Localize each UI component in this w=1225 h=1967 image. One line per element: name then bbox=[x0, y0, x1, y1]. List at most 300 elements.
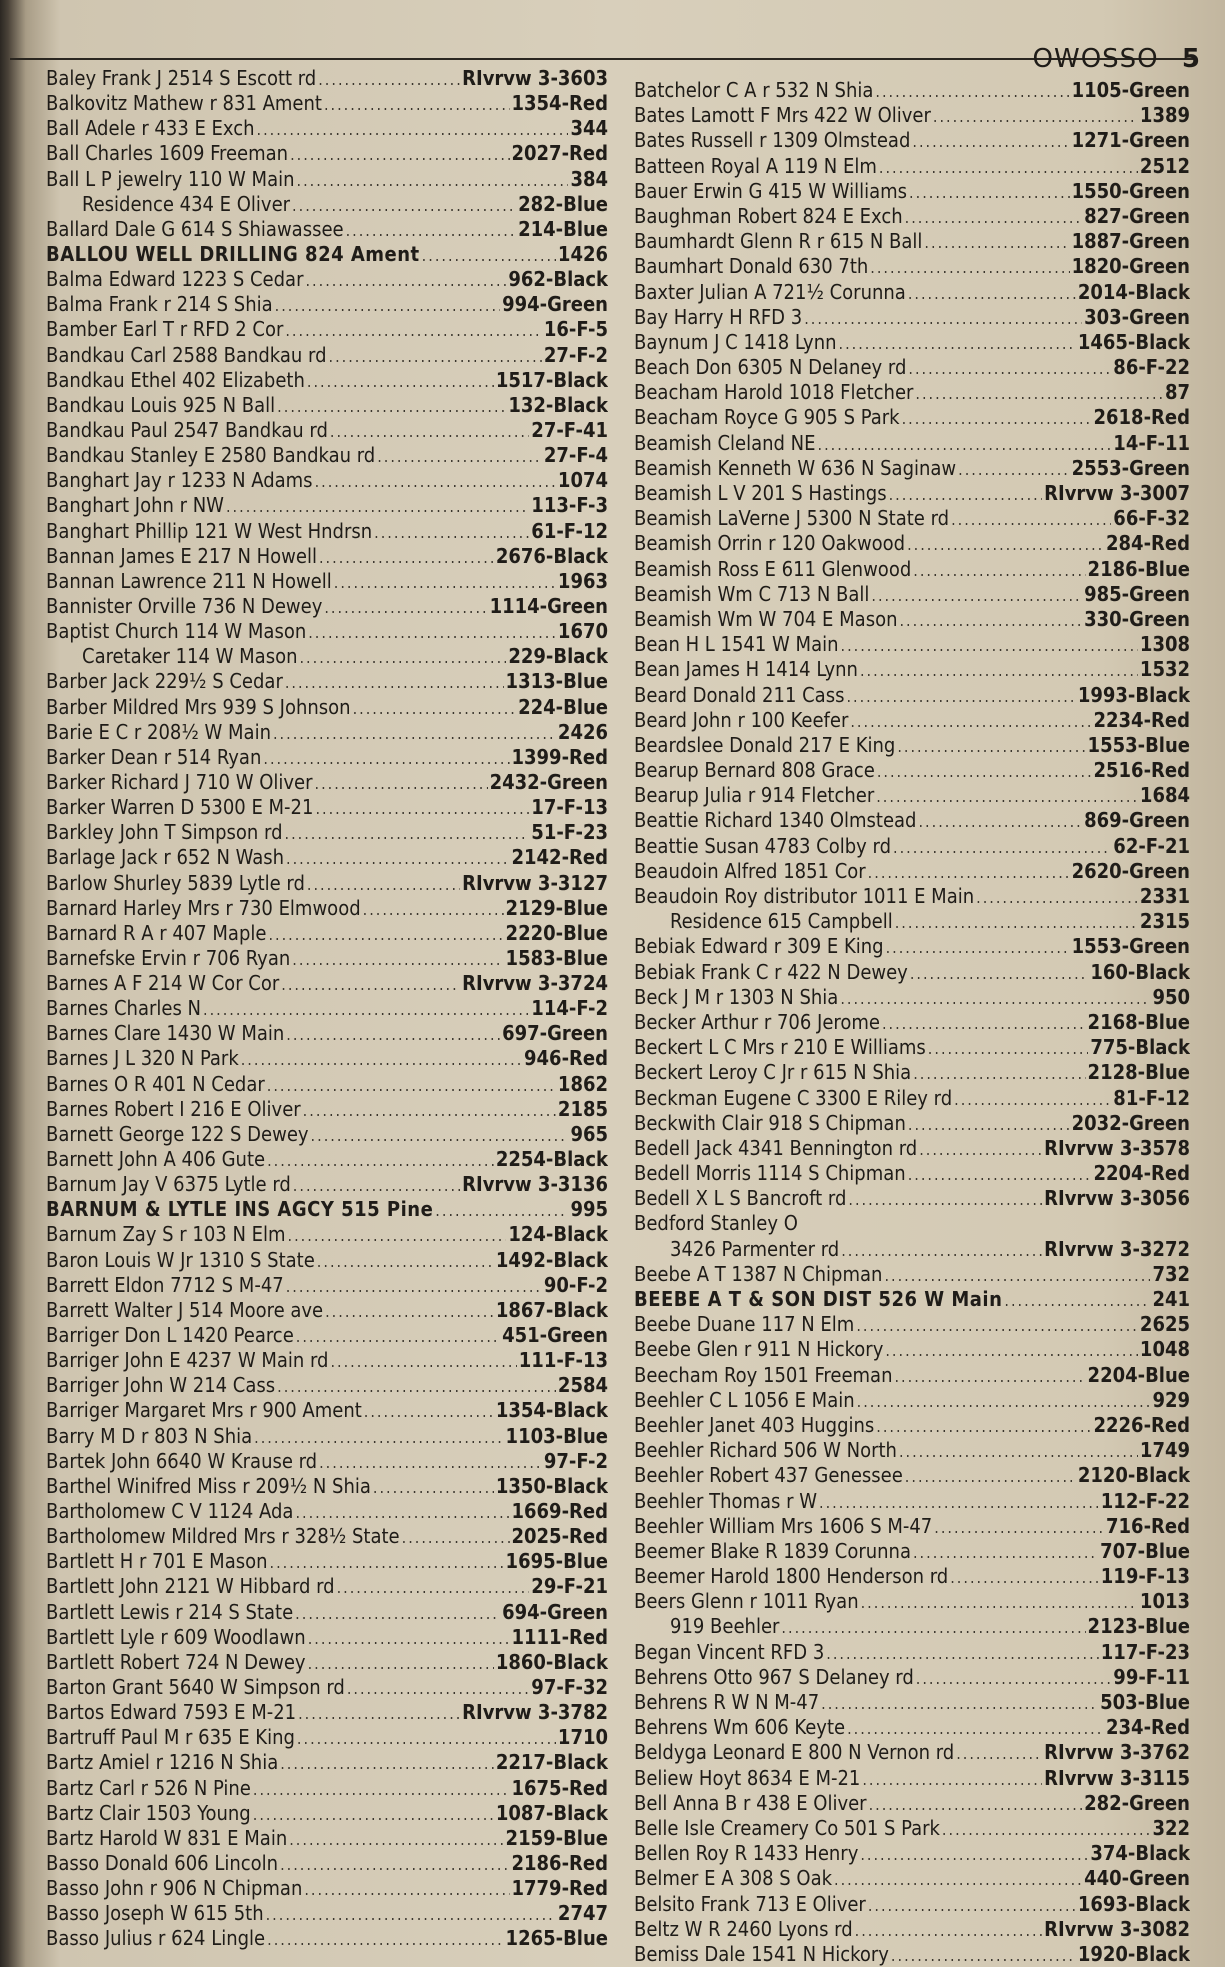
listing-name: Barton Grant 5640 W Simpson rd bbox=[46, 1675, 345, 1699]
listing-phone: 1583-Blue bbox=[505, 945, 608, 970]
leader-dots bbox=[308, 1651, 494, 1675]
listing-name: Barlow Shurley 5839 Lytle rd bbox=[46, 870, 305, 895]
listing-phone: 2625 bbox=[1139, 1312, 1190, 1337]
listing-name: Belle Isle Creamery Co 501 S Park bbox=[634, 1815, 940, 1840]
leader-dots bbox=[315, 796, 529, 820]
listing-name: Beldyga Leonard E 800 N Vernon rd bbox=[634, 1740, 955, 1765]
listing-name: Baumhardt Glenn R r 615 N Ball bbox=[634, 229, 923, 254]
listing-name: Beamish Orrin r 120 Oakwood bbox=[634, 531, 906, 556]
listing-entry bbox=[46, 1298, 608, 1323]
leader-dots bbox=[315, 771, 488, 795]
listing-entry bbox=[634, 229, 1190, 254]
listing-name: Bellen Roy R 1433 Henry bbox=[634, 1841, 859, 1866]
listing-entry bbox=[46, 66, 608, 91]
listing-phone: 503-Blue bbox=[1100, 1690, 1190, 1714]
leader-dots bbox=[857, 1389, 1151, 1413]
listing-phone: 374-Black bbox=[1090, 1841, 1190, 1866]
listing-entry bbox=[46, 443, 608, 468]
listing-phone: 2217-Black bbox=[495, 1750, 608, 1775]
listing-entry bbox=[634, 1816, 1190, 1841]
listing-name: Bedell Morris 1114 S Chipman bbox=[634, 1161, 906, 1186]
listing-phone: 1354-Black bbox=[495, 1398, 608, 1423]
listing-phone: 1111-Red bbox=[511, 1624, 608, 1649]
listing-phone: 2186-Blue bbox=[1087, 556, 1190, 581]
listing-name: Banghart Jay r 1233 N Adams bbox=[46, 468, 313, 493]
listing-name: Batchelor C A r 532 N Shia bbox=[634, 78, 874, 102]
listing-entry bbox=[46, 1449, 608, 1474]
leader-dots bbox=[330, 419, 529, 443]
leader-dots bbox=[363, 897, 504, 921]
listing-entry bbox=[46, 1499, 608, 1524]
listing-phone: 985-Green bbox=[1084, 581, 1190, 606]
listing-name: Barrett Eldon 7712 S M-47 bbox=[46, 1272, 284, 1297]
leader-dots bbox=[280, 1751, 494, 1775]
listing-name: BALLOU WELL DRILLING 824 Ament bbox=[46, 241, 420, 266]
listing-phone: 124-Black bbox=[508, 1222, 608, 1247]
listing-name: Bandkau Carl 2588 Bandkau rd bbox=[46, 342, 327, 367]
listing-name: Bartos Edward 7593 E M-21 bbox=[46, 1700, 297, 1725]
listing-name: Basso Julius r 624 Lingle bbox=[46, 1926, 266, 1951]
listing-entry bbox=[46, 1675, 608, 1700]
listing-entry bbox=[634, 305, 1190, 330]
listing-phone: RIvrvw 3-3056 bbox=[1044, 1186, 1190, 1211]
listing-entry bbox=[46, 569, 608, 594]
leader-dots bbox=[266, 1902, 556, 1926]
leader-dots bbox=[304, 1877, 509, 1901]
listing-entry bbox=[46, 1147, 608, 1172]
leader-dots bbox=[882, 1011, 1086, 1035]
listing-phone: 1695-Blue bbox=[505, 1549, 608, 1574]
listing-entry bbox=[634, 1287, 1190, 1312]
listing-phone: 2432-Green bbox=[489, 769, 608, 794]
listing-entry bbox=[46, 167, 608, 192]
listing-phone: 2123-Blue bbox=[1087, 1614, 1190, 1639]
leader-dots bbox=[377, 444, 542, 468]
leader-dots bbox=[293, 1173, 460, 1197]
listing-phone: 1389 bbox=[1139, 103, 1190, 128]
listing-name: Balma Edward 1223 S Cedar bbox=[46, 267, 304, 292]
listing-phone: 950 bbox=[1152, 984, 1190, 1009]
listing-phone: 2185 bbox=[557, 1096, 608, 1121]
leader-dots bbox=[899, 1439, 1138, 1463]
listing-phone: 1308 bbox=[1139, 632, 1190, 657]
listing-entry bbox=[634, 405, 1190, 430]
leader-dots bbox=[292, 193, 516, 217]
listing-entry bbox=[46, 1600, 608, 1625]
leader-dots bbox=[295, 1500, 509, 1524]
listing-entry bbox=[46, 1926, 608, 1951]
listing-entry bbox=[634, 1237, 1190, 1262]
listing-entry bbox=[46, 1524, 608, 1549]
listing-name: Bartlett Robert 724 N Dewey bbox=[46, 1649, 306, 1674]
listing-name: Barnes Robert I 216 E Oliver bbox=[46, 1096, 301, 1121]
listing-phone: 229-Black bbox=[508, 644, 608, 669]
listing-name: Beamish Wm C 713 N Ball bbox=[634, 581, 870, 606]
listing-phone: 234-Red bbox=[1106, 1715, 1190, 1740]
leader-dots bbox=[908, 281, 1076, 305]
leader-dots bbox=[297, 168, 569, 192]
listing-entry bbox=[46, 1876, 608, 1901]
listing-phone: 224-Blue bbox=[518, 694, 608, 719]
listing-name: Balma Frank r 214 S Shia bbox=[46, 292, 273, 317]
leader-dots bbox=[298, 1701, 460, 1725]
listing-phone: 1532 bbox=[1139, 657, 1190, 682]
listing-phone: RIvrvw 3-3578 bbox=[1044, 1135, 1190, 1160]
listing-name: Beach Don 6305 N Delaney rd bbox=[634, 355, 907, 380]
listing-name: Belmer E A 308 S Oak bbox=[634, 1866, 833, 1891]
listing-phone: 1114-Green bbox=[489, 593, 608, 618]
page-number: 5 bbox=[1181, 44, 1201, 74]
leader-dots bbox=[347, 1676, 529, 1700]
leader-dots bbox=[841, 633, 1138, 657]
leader-dots bbox=[958, 457, 1069, 481]
leader-dots bbox=[886, 935, 1070, 959]
listing-entry bbox=[46, 1574, 608, 1599]
listing-name: Beehler Thomas r W bbox=[634, 1488, 818, 1513]
listing-name: Behrens R W N M-47 bbox=[634, 1690, 820, 1714]
listing-entry bbox=[634, 456, 1190, 481]
listing-entry bbox=[634, 607, 1190, 632]
leader-dots bbox=[257, 117, 569, 141]
listing-name: Beehler Robert 437 Genessee bbox=[634, 1463, 903, 1488]
leader-dots bbox=[303, 1098, 556, 1122]
leader-dots bbox=[295, 1601, 500, 1625]
leader-dots bbox=[317, 1249, 494, 1273]
listing-entry bbox=[634, 758, 1190, 783]
leader-dots bbox=[919, 1137, 1042, 1161]
listing-entry bbox=[46, 695, 608, 720]
listing-name: Beehler Janet 403 Huggins bbox=[634, 1412, 875, 1437]
listing-entry bbox=[634, 330, 1190, 355]
left-column bbox=[46, 66, 608, 1952]
listing-phone: 2426 bbox=[557, 719, 608, 744]
listing-phone: 1313-Blue bbox=[505, 669, 608, 694]
listing-entry bbox=[634, 1740, 1190, 1765]
listing-entry bbox=[46, 1348, 608, 1373]
listing-name: Bandkau Paul 2547 Bandkau rd bbox=[46, 417, 328, 442]
listing-name: Barriger Margaret Mrs r 900 Ament bbox=[46, 1398, 362, 1423]
leader-dots bbox=[976, 885, 1138, 909]
listing-phone: 1867-Black bbox=[495, 1297, 608, 1322]
listing-name: Basso John r 906 N Chipman bbox=[46, 1876, 303, 1901]
listing-entry bbox=[634, 1614, 1190, 1639]
listing-name: Bates Lamott F Mrs 422 W Oliver bbox=[634, 103, 931, 128]
header-city: OWOSSO bbox=[1032, 44, 1159, 74]
leader-dots bbox=[850, 709, 1091, 733]
leader-dots bbox=[307, 369, 494, 393]
listing-phone: 2676-Black bbox=[495, 543, 608, 568]
listing-entry bbox=[46, 845, 608, 870]
listing-phone: 2120-Black bbox=[1077, 1463, 1190, 1488]
leader-dots bbox=[933, 104, 1138, 128]
listing-entry bbox=[634, 154, 1190, 179]
listing-entry bbox=[634, 506, 1190, 531]
listing-entry bbox=[634, 204, 1190, 229]
listing-name: Beamish Ross E 611 Glenwood bbox=[634, 556, 912, 581]
listing-entry bbox=[46, 971, 608, 996]
listing-entry bbox=[634, 1791, 1190, 1816]
listing-entry bbox=[46, 1273, 608, 1298]
listing-entry bbox=[46, 644, 608, 669]
leader-dots bbox=[918, 809, 1082, 833]
listing-phone: 14-F-11 bbox=[1113, 430, 1190, 455]
listing-entry bbox=[634, 1841, 1190, 1866]
listing-phone: 2553-Green bbox=[1071, 455, 1190, 480]
listing-phone: 1860-Black bbox=[495, 1649, 608, 1674]
leader-dots bbox=[305, 268, 506, 292]
leader-dots bbox=[290, 142, 509, 166]
listing-name: Barnefske Ervin r 706 Ryan bbox=[46, 945, 291, 970]
leader-dots bbox=[840, 986, 1150, 1010]
leader-dots bbox=[273, 721, 556, 745]
listing-entry bbox=[46, 1750, 608, 1775]
leader-dots bbox=[885, 1338, 1138, 1362]
leader-dots bbox=[275, 293, 500, 317]
listing-phone: 451-Green bbox=[502, 1323, 608, 1348]
listing-phone: RIvrvw 3-3136 bbox=[462, 1172, 608, 1197]
listing-name: Barnes A F 214 W Cor Cor bbox=[46, 971, 280, 996]
listing-phone: 17-F-13 bbox=[531, 795, 608, 820]
listing-entry bbox=[46, 1197, 608, 1222]
listing-entry bbox=[46, 1172, 608, 1197]
leader-dots bbox=[908, 356, 1111, 380]
listing-name: Baptist Church 114 W Mason bbox=[46, 619, 307, 644]
listing-entry bbox=[634, 254, 1190, 279]
leader-dots bbox=[311, 1123, 569, 1147]
listing-name: Barnard R A r 407 Maple bbox=[46, 920, 267, 945]
listing-phone: 1684 bbox=[1139, 783, 1190, 808]
listing-phone: 1550-Green bbox=[1071, 178, 1190, 203]
listing-phone: 1963 bbox=[557, 568, 608, 593]
listing-entry bbox=[46, 1801, 608, 1826]
listing-name: Barriger John W 214 Cass bbox=[46, 1373, 276, 1398]
listing-entry bbox=[634, 1463, 1190, 1488]
listing-phone: 119-F-13 bbox=[1100, 1564, 1190, 1589]
leader-dots bbox=[913, 1540, 1098, 1564]
listing-entry bbox=[634, 934, 1190, 959]
listing-name: Bartlett Lewis r 214 S State bbox=[46, 1599, 294, 1624]
listing-name: Beckert Leroy C Jr r 615 N Shia bbox=[634, 1060, 912, 1085]
listing-name: Beacham Royce G 905 S Park bbox=[634, 405, 900, 430]
listing-phone: 1862 bbox=[557, 1071, 608, 1096]
leader-dots bbox=[289, 1827, 503, 1851]
listing-name: Bemiss Dale 1541 N Hickory bbox=[634, 1941, 889, 1966]
listing-entry bbox=[634, 1060, 1190, 1085]
listing-phone: 1710 bbox=[557, 1725, 608, 1750]
listing-name: Baxter Julian A 721½ Corunna bbox=[634, 279, 906, 304]
listing-entry bbox=[634, 1892, 1190, 1917]
listing-entry bbox=[46, 1776, 608, 1801]
listing-name: Bartholomew Mildred Mrs r 328½ State bbox=[46, 1524, 400, 1549]
listing-entry bbox=[634, 1589, 1190, 1614]
listing-entry bbox=[46, 1122, 608, 1147]
listing-name: 919 Beehler bbox=[670, 1614, 780, 1639]
leader-dots bbox=[956, 1741, 1042, 1765]
listing-entry bbox=[634, 557, 1190, 582]
listing-phone: 1087-Black bbox=[495, 1800, 608, 1825]
listing-phone: 1265-Blue bbox=[505, 1926, 608, 1951]
leader-dots bbox=[876, 1414, 1091, 1438]
listing-entry bbox=[46, 669, 608, 694]
leader-dots bbox=[876, 784, 1138, 808]
leader-dots bbox=[893, 835, 1111, 859]
listing-name: Bean James H 1414 Lynn bbox=[634, 657, 858, 682]
leader-dots bbox=[334, 570, 556, 594]
listing-phone: 2204-Red bbox=[1093, 1161, 1190, 1186]
listing-phone: 2186-Red bbox=[511, 1850, 608, 1875]
listing-entry bbox=[634, 1640, 1190, 1665]
listing-phone: 62-F-21 bbox=[1113, 833, 1190, 858]
listing-name: Barnard Harley Mrs r 730 Elmwood bbox=[46, 895, 361, 920]
listing-phone: 344 bbox=[570, 116, 608, 141]
listing-entry bbox=[634, 1211, 1190, 1236]
leader-dots bbox=[263, 746, 509, 770]
leader-dots bbox=[855, 1918, 1043, 1942]
listing-name: Beaudoin Roy distributor 1011 E Main bbox=[634, 884, 975, 908]
listing-phone: RIvrvw 3-3272 bbox=[1044, 1236, 1190, 1261]
listing-name: Ballard Dale G 614 S Shiawassee bbox=[46, 216, 344, 241]
listing-entry bbox=[46, 192, 608, 217]
listing-entry bbox=[634, 657, 1190, 682]
listing-entry bbox=[46, 745, 608, 770]
listing-entry bbox=[46, 1474, 608, 1499]
leader-dots bbox=[895, 910, 1138, 934]
listing-phone: 2234-Red bbox=[1093, 707, 1190, 732]
leader-dots bbox=[819, 1490, 1099, 1514]
leader-dots bbox=[884, 1263, 1150, 1287]
listing-entry bbox=[634, 1312, 1190, 1337]
leader-dots bbox=[253, 1777, 510, 1801]
listing-entry bbox=[634, 708, 1190, 733]
listing-entry bbox=[634, 1186, 1190, 1211]
listing-name: Barrett Walter J 514 Moore ave bbox=[46, 1297, 324, 1322]
leader-dots bbox=[315, 469, 556, 493]
leader-dots bbox=[297, 1726, 556, 1750]
listing-phone: 827-Green bbox=[1084, 203, 1190, 228]
listing-name: Bartek John 6640 W Krause rd bbox=[46, 1448, 318, 1473]
listing-entry bbox=[634, 103, 1190, 128]
listing-entry bbox=[46, 519, 608, 544]
listing-name: Barlage Jack r 652 N Wash bbox=[46, 845, 284, 870]
listing-name: Barker Richard J 710 W Oliver bbox=[46, 769, 313, 794]
listing-name: Beaudoin Alfred 1851 Cor bbox=[634, 858, 866, 883]
listing-entry bbox=[634, 1665, 1190, 1690]
leader-dots bbox=[908, 1112, 1070, 1136]
listing-name: Bartz Amiel r 1216 N Shia bbox=[46, 1750, 279, 1775]
leader-dots bbox=[267, 1073, 556, 1097]
leader-dots bbox=[899, 608, 1082, 632]
listing-phone: 775-Black bbox=[1090, 1035, 1190, 1060]
listing-name: BARNUM & LYTLE INS AGCY 515 Pine bbox=[46, 1197, 434, 1222]
listing-entry bbox=[634, 1262, 1190, 1287]
listing-phone: 694-Green bbox=[502, 1599, 608, 1624]
listing-name: Bauer Erwin G 415 W Williams bbox=[634, 178, 908, 203]
listing-entry bbox=[634, 783, 1190, 808]
leader-dots bbox=[951, 507, 1111, 531]
listing-name: Ball Adele r 433 E Exch bbox=[46, 116, 255, 141]
listing-name: Beebe Duane 117 N Elm bbox=[634, 1312, 855, 1337]
listing-entry bbox=[634, 985, 1190, 1010]
leader-dots bbox=[308, 1626, 510, 1650]
listing-entry bbox=[634, 1161, 1190, 1186]
listing-name: Beltz W R 2460 Lyons rd bbox=[634, 1916, 853, 1941]
leader-dots bbox=[267, 1927, 503, 1951]
leader-dots bbox=[288, 1223, 507, 1247]
listing-entry bbox=[634, 1942, 1190, 1967]
listing-phone: 1048 bbox=[1139, 1337, 1190, 1362]
leader-dots bbox=[781, 1615, 1085, 1639]
listing-phone: 1354-Red bbox=[511, 91, 608, 116]
listing-phone: RIvrvw 3-3782 bbox=[462, 1700, 608, 1725]
listing-entry bbox=[634, 1035, 1190, 1060]
listing-name: Beamish Kenneth W 636 N Saginaw bbox=[634, 455, 957, 480]
listing-phone: 2142-Red bbox=[511, 845, 608, 870]
listing-name: Baron Louis W Jr 1310 S State bbox=[46, 1247, 315, 1272]
listing-name: Bannan Lawrence 211 N Howell bbox=[46, 568, 332, 593]
leader-dots bbox=[907, 532, 1104, 556]
listing-name: Bearup Bernard 808 Grace bbox=[634, 758, 875, 783]
leader-dots bbox=[299, 645, 506, 669]
listing-entry bbox=[634, 1917, 1190, 1942]
leader-dots bbox=[285, 670, 504, 694]
listing-phone: 1350-Black bbox=[495, 1473, 608, 1498]
listing-name: Baumhart Donald 630 7th bbox=[634, 254, 869, 279]
listing-phone: 86-F-22 bbox=[1113, 355, 1190, 380]
leader-dots bbox=[324, 92, 510, 116]
listing-entry bbox=[46, 1901, 608, 1926]
listing-name: Belsito Frank 713 E Oliver bbox=[634, 1891, 866, 1916]
leader-dots bbox=[897, 734, 1085, 758]
listing-phone: 282-Green bbox=[1084, 1790, 1190, 1815]
listing-name: Beckman Eugene C 3300 E Riley rd bbox=[634, 1085, 953, 1110]
leader-dots bbox=[860, 658, 1138, 682]
listing-entry bbox=[634, 431, 1190, 456]
leader-dots bbox=[913, 558, 1085, 582]
listing-name: Barnes J L 320 N Park bbox=[46, 1046, 239, 1071]
listing-entry bbox=[46, 619, 608, 644]
listing-entry bbox=[46, 1398, 608, 1423]
leader-dots bbox=[292, 947, 503, 971]
listing-name: Basso Donald 606 Lincoln bbox=[46, 1850, 279, 1875]
listing-phone: 962-Black bbox=[508, 267, 608, 292]
listing-phone: 1553-Green bbox=[1071, 934, 1190, 959]
listing-name: Baynum J C 1418 Lynn bbox=[634, 329, 837, 354]
leader-dots bbox=[942, 1817, 1151, 1841]
leader-dots bbox=[402, 1525, 510, 1549]
leader-dots bbox=[915, 381, 1163, 405]
listing-phone: RIvrvw 3-3603 bbox=[462, 66, 608, 90]
leader-dots bbox=[226, 494, 529, 518]
listing-phone: 1675-Red bbox=[511, 1775, 608, 1800]
listing-name: Barnum Jay V 6375 Lytle rd bbox=[46, 1172, 291, 1197]
listing-entry bbox=[634, 355, 1190, 380]
leader-dots bbox=[329, 344, 542, 368]
listing-entry bbox=[46, 1072, 608, 1097]
listing-name: Beebe Glen r 911 N Hickory bbox=[634, 1337, 884, 1362]
leader-dots bbox=[848, 1187, 1042, 1211]
listing-name: Barry M D r 803 N Shia bbox=[46, 1423, 253, 1448]
listing-phone: 2014-Black bbox=[1077, 279, 1190, 304]
leader-dots bbox=[908, 1162, 1092, 1186]
listing-name: Bartz Clair 1503 Young bbox=[46, 1800, 251, 1825]
leader-dots bbox=[353, 696, 516, 720]
listing-name: Bedell Jack 4341 Bennington rd bbox=[634, 1135, 918, 1160]
listing-phone: 113-F-3 bbox=[531, 493, 608, 518]
listing-name: Baley Frank J 2514 S Escott rd bbox=[46, 66, 317, 90]
listing-phone: 2025-Red bbox=[511, 1524, 608, 1549]
listing-name: Beehler William Mrs 1606 S M-47 bbox=[634, 1513, 933, 1538]
listing-phone: 2584 bbox=[557, 1373, 608, 1398]
